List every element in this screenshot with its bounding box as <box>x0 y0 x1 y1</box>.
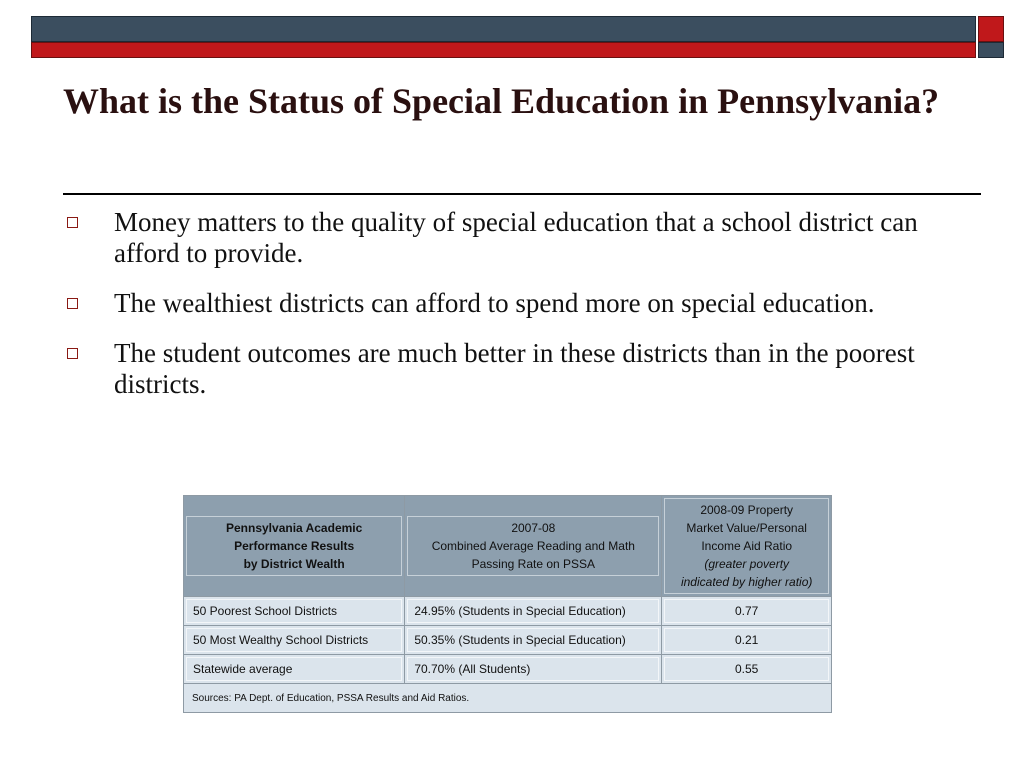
header-aid-ratio <box>662 496 832 597</box>
square-bullet-icon <box>67 348 78 359</box>
cell-text: 70.70% (All Students) <box>407 657 659 681</box>
cell-group <box>184 597 405 626</box>
cell-group <box>184 655 405 684</box>
header-square-dark <box>978 42 1004 58</box>
cell-text: Statewide average <box>186 657 402 681</box>
header-line: Performance Results <box>234 539 355 553</box>
bullet-text: The wealthiest districts can afford to spend more on special education. <box>114 288 875 318</box>
header-band-dark <box>31 16 976 42</box>
cell-text: 50.35% (Students in Special Education) <box>407 628 659 652</box>
header-line: by District Wealth <box>243 557 345 571</box>
cell-ratio <box>662 626 832 655</box>
bullet-item <box>64 207 924 269</box>
table-header-row <box>184 496 832 597</box>
header-line: Combined Average Reading and Math <box>431 539 635 553</box>
table-row <box>184 655 832 684</box>
cell-text: 0.77 <box>664 599 829 623</box>
header-band-red <box>31 42 976 58</box>
header-note-line: (greater poverty <box>704 557 790 571</box>
source-text: Sources: PA Dept. of Education, PSSA Results and Aid Ratios. <box>192 692 470 704</box>
cell-text: 24.95% (Students in Special Education) <box>407 599 659 623</box>
source-note <box>184 684 832 713</box>
cell-text: 50 Poorest School Districts <box>186 599 402 623</box>
table-row <box>184 597 832 626</box>
bullet-list <box>64 207 924 419</box>
cell-ratio <box>662 655 832 684</box>
bullet-item <box>64 338 924 400</box>
title-divider <box>63 193 981 195</box>
district-wealth-table <box>183 495 832 713</box>
header-line: Market Value/Personal <box>686 521 807 535</box>
header-line: 2007-08 <box>511 521 556 535</box>
bullet-text: Money matters to the quality of special education that a school district can afford to provide. <box>114 207 918 268</box>
cell-ratio <box>662 597 832 626</box>
header-passing-rate <box>405 496 662 597</box>
cell-rate <box>405 655 662 684</box>
table-source-row <box>184 684 832 713</box>
cell-rate <box>405 626 662 655</box>
square-bullet-icon <box>67 298 78 309</box>
header-square-red <box>978 16 1004 42</box>
slide-title: What is the Status of Special Education in Pennsylvania? <box>63 81 940 121</box>
cell-text: 0.21 <box>664 628 829 652</box>
header-line: 2008-09 Property <box>700 503 794 517</box>
header-line: Pennsylvania Academic <box>226 521 363 535</box>
cell-text: 50 Most Wealthy School Districts <box>186 628 402 652</box>
cell-rate <box>405 597 662 626</box>
header-note-line: indicated by higher ratio) <box>680 575 813 589</box>
header-line: Passing Rate on PSSA <box>471 557 596 571</box>
square-bullet-icon <box>67 217 78 228</box>
table-row <box>184 626 832 655</box>
header-district-wealth <box>184 496 405 597</box>
header-line: Income Aid Ratio <box>701 539 793 553</box>
cell-group <box>184 626 405 655</box>
cell-text: 0.55 <box>664 657 829 681</box>
bullet-text: The student outcomes are much better in these districts than in the poorest districts. <box>114 338 915 399</box>
bullet-item <box>64 288 924 319</box>
